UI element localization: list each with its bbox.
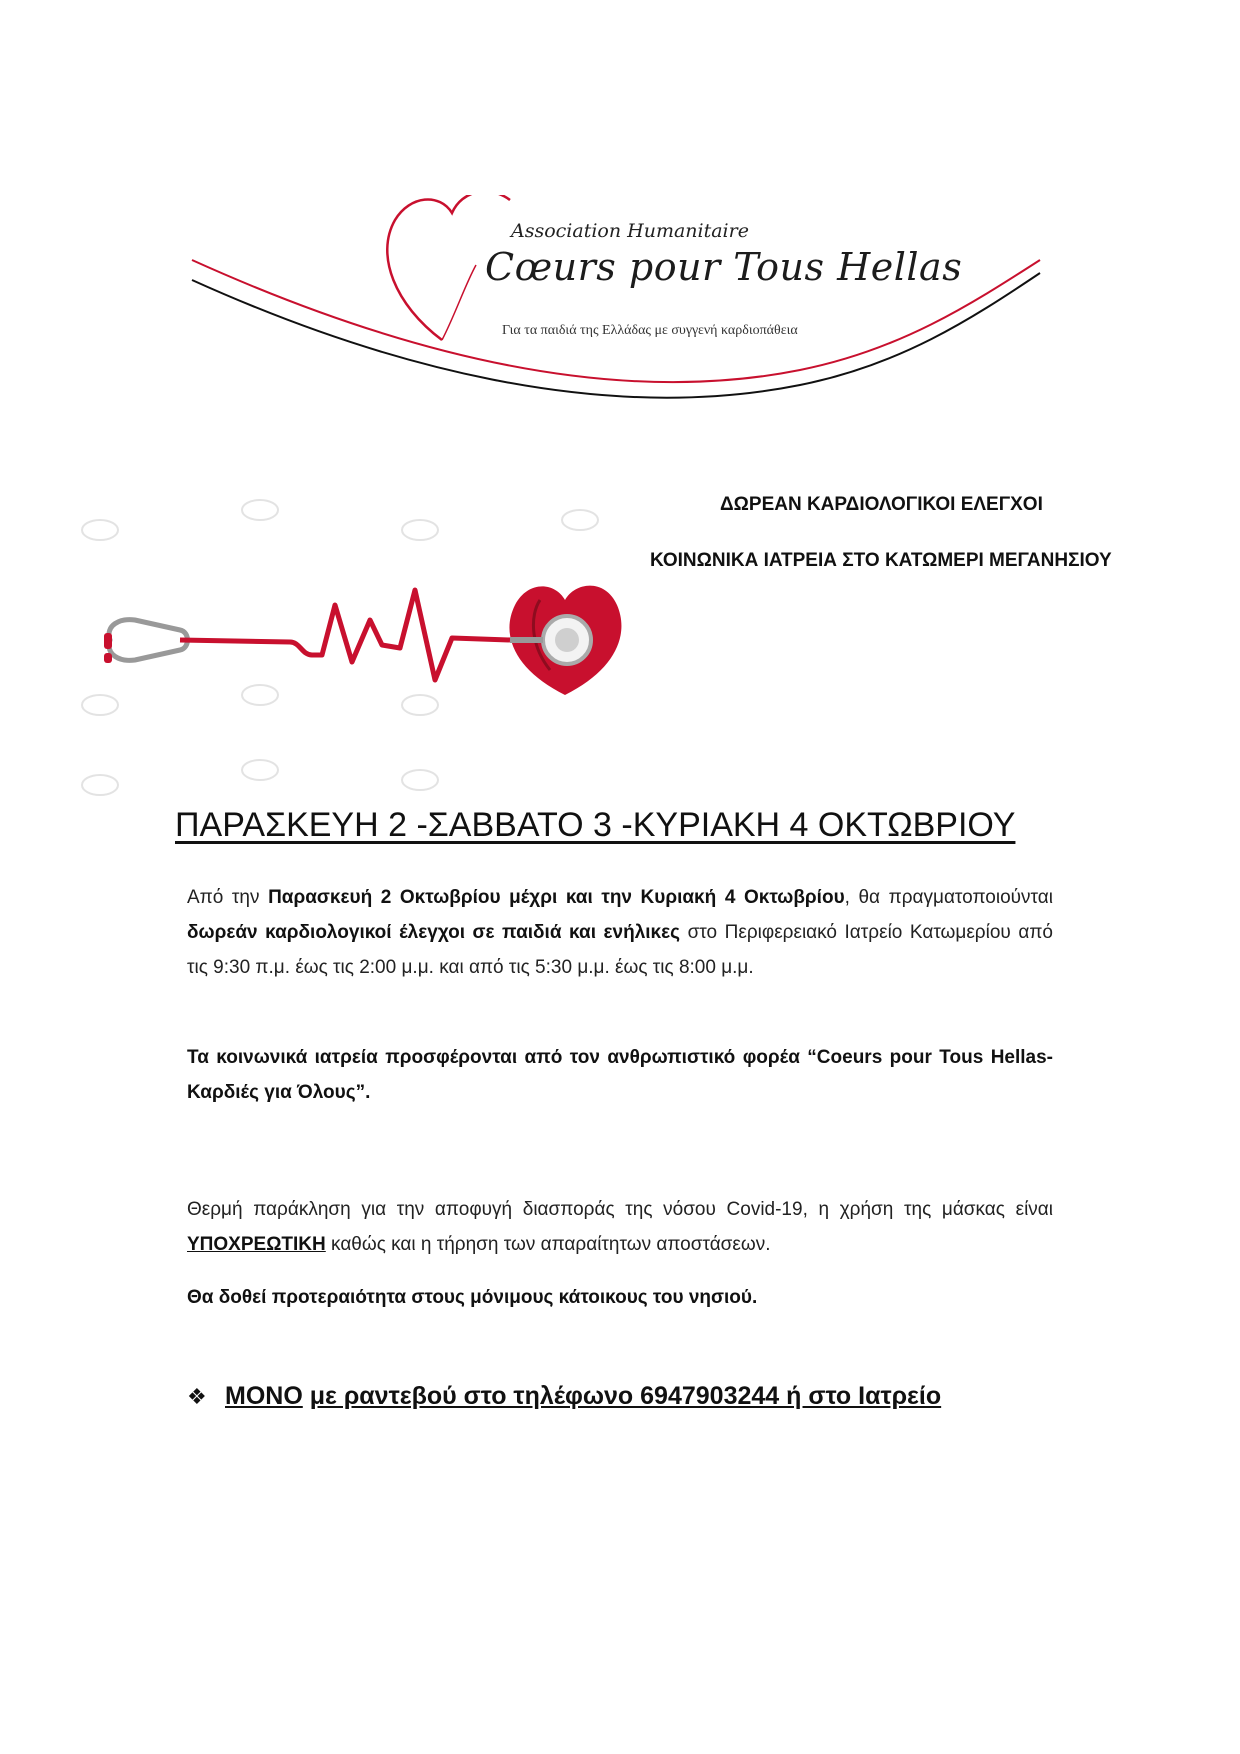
appointment-line xyxy=(187,1382,941,1411)
paragraph-organizer: Τα κοινωνικά ιατρεία προσφέρονται από τον ανθρωπιστικό φορέα “Coeurs pour Tous Hellas-Καρδιές για Όλους”. xyxy=(187,1047,1053,1103)
paragraph-covid xyxy=(187,1192,1053,1262)
appointment-only: ΜΟΝΟ xyxy=(225,1382,303,1410)
paragraph-schedule xyxy=(187,880,1053,985)
appointment-phone: με ραντεβού στο τηλέφωνο 6947903244 ή στο Ιατρείο xyxy=(309,1382,942,1410)
header-line-2: ΚΟΙΝΩΝΙΚΑ ΙΑΤΡΕΙΑ ΣΤΟ ΚΑΤΩΜΕΡΙ ΜΕΓΑΝΗΣΙΟΥ xyxy=(650,550,1112,571)
appointment-space xyxy=(303,1382,310,1410)
organization-logo xyxy=(180,195,1080,425)
paragraph-priority: Θα δοθεί προτεραιότητα στους μόνιμους κάτοικους του νησιού. xyxy=(187,1287,758,1308)
stethoscope-heart-icon xyxy=(60,470,640,800)
logo-name: Cœurs pour Tous Hellas xyxy=(485,245,963,289)
paragraph-text: Θερμή παράκληση για την αποφυγή διασποράς της νόσου Covid-19, η χρήση της μάσκας είναι xyxy=(187,1199,1053,1220)
logo-association: Association Humanitaire xyxy=(511,220,749,242)
page-title: ΠΑΡΑΣΚΕΥΗ 2 -ΣΑΒΒΑΤΟ 3 -ΚΥΡΙΑΚΗ 4 ΟΚΤΩΒΡΙΟΥ xyxy=(175,806,1016,844)
paragraph-text: στο Περιφερειακό Ιατρείο Κατωμερίου από τις 9:30 π.μ. έως τις 2:00 μ.μ. και από τις 5:30 μ.μ. έως τις 8:00 μ.μ. xyxy=(187,922,1053,978)
mandatory-label: ΥΠΟΧΡΕΩΤΙΚΗ xyxy=(187,1234,326,1255)
paragraph-text: , θα πραγματοποιούνται xyxy=(844,887,1053,908)
paragraph-bold-checks: δωρεάν καρδιολογικοί έλεγχοι σε παιδιά και ενήλικες xyxy=(187,922,681,943)
header-line-1: ΔΩΡΕΑΝ ΚΑΡΔΙΟΛΟΓΙΚΟΙ ΕΛΕΓΧΟΙ xyxy=(720,494,1043,515)
paragraph-text: Από την xyxy=(187,887,269,908)
paragraph-bold-dates: Παρασκευή 2 Οκτωβρίου μέχρι και την Κυριακή 4 Οκτωβρίου xyxy=(268,887,845,908)
paragraph-text: καθώς και η τήρηση των απαραίτητων αποστάσεων. xyxy=(325,1234,771,1255)
logo-tagline: Για τα παιδιά της Ελλάδας με συγγενή καρδιοπάθεια xyxy=(502,323,798,338)
diamond-bullet-icon: ❖ xyxy=(187,1384,207,1409)
